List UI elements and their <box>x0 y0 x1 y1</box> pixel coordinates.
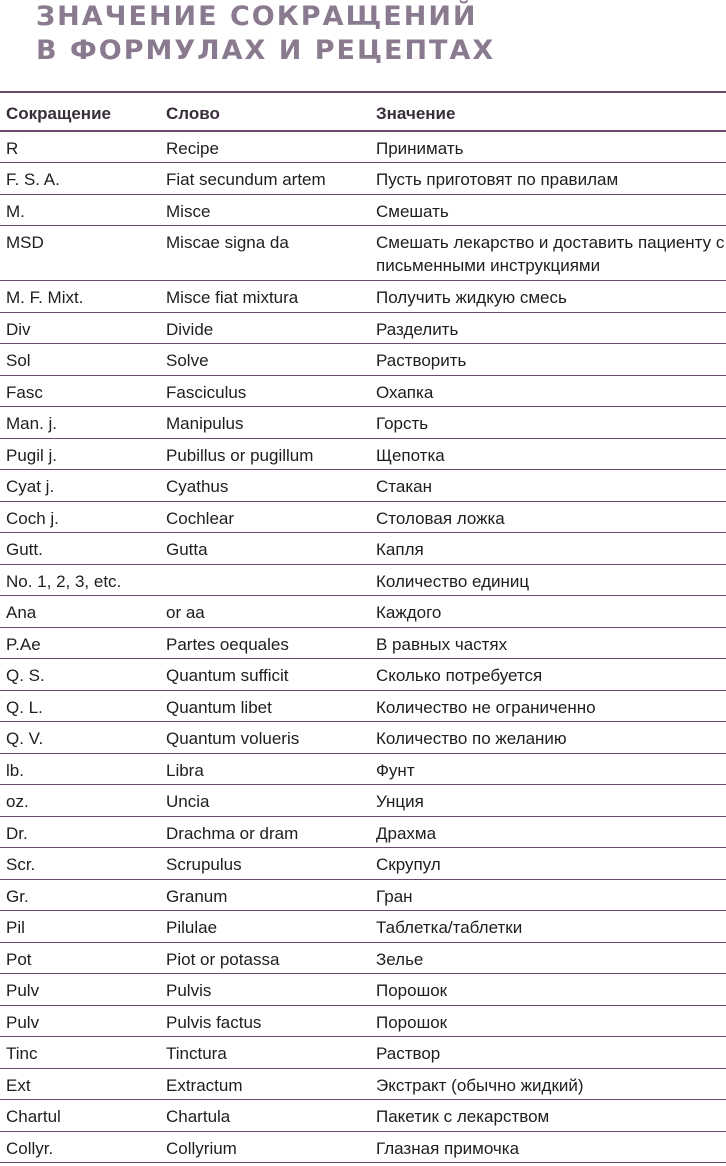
table-row <box>0 312 726 344</box>
cell-abbreviation: Cyat j. <box>6 477 55 496</box>
table-row <box>0 659 726 691</box>
cell-word: Miscae signa da <box>166 233 289 252</box>
cell-abbreviation: No. 1, 2, 3, etc. <box>6 571 122 591</box>
page-title <box>36 0 495 68</box>
cell-abbreviation: Sol <box>6 351 31 370</box>
cell-abbreviation: Div <box>6 319 31 339</box>
column-header-abbreviation: Сокращение <box>6 104 111 123</box>
table-row <box>0 1131 726 1163</box>
cell-word: Misce fiat mixtura <box>166 288 299 307</box>
abbreviations-table <box>0 91 726 1163</box>
cell-word: Misce <box>166 201 211 221</box>
table-row <box>0 1100 726 1132</box>
cell-word: Piot or potassa <box>166 949 280 969</box>
cell-meaning: Унция <box>376 792 424 811</box>
cell-word: Scrupulus <box>166 855 242 874</box>
table-row <box>0 879 726 911</box>
cell-meaning: Стакан <box>376 477 432 496</box>
cell-abbreviation: lb. <box>6 760 24 780</box>
cell-word <box>160 564 370 596</box>
cell-word: Partes oequales <box>166 634 289 654</box>
table-row <box>0 627 726 659</box>
cell-abbreviation: F. S. A. <box>6 170 60 189</box>
cell-abbreviation: Pugil j. <box>6 445 58 465</box>
table-row <box>0 911 726 943</box>
cell-word: Recipe <box>166 139 219 158</box>
page-title-line-2: В ФОРМУЛАХ И РЕЦЕПТАХ <box>36 35 496 66</box>
cell-abbreviation: Gr. <box>6 886 29 906</box>
table-row <box>0 194 726 226</box>
cell-abbreviation: Q. V. <box>6 729 44 748</box>
cell-word: Granum <box>166 886 228 906</box>
cell-abbreviation: Dr. <box>6 823 28 843</box>
table-row <box>0 501 726 533</box>
cell-word: Manipulus <box>166 414 244 433</box>
cell-abbreviation: Gutt. <box>6 540 43 559</box>
cell-abbreviation: Q. S. <box>6 666 45 685</box>
table-row <box>0 226 726 281</box>
cell-meaning: Зелье <box>376 949 424 969</box>
cell-abbreviation: Pulv <box>6 1012 40 1032</box>
table-row <box>0 281 726 313</box>
table-row <box>0 722 726 754</box>
cell-word: Quantum volueris <box>166 729 300 748</box>
cell-abbreviation: M. F. Mixt. <box>6 288 84 307</box>
cell-abbreviation: Chartul <box>6 1107 61 1126</box>
cell-meaning: Капля <box>376 540 424 559</box>
cell-meaning: Фунт <box>376 760 415 780</box>
cell-abbreviation: Ext <box>6 1075 31 1095</box>
cell-meaning: Смешать лекарство и доставить пациенту с письменными инструкциями <box>376 233 725 275</box>
table-row <box>0 564 726 596</box>
cell-abbreviation: Man. j. <box>6 414 58 433</box>
cell-meaning: Экстракт (обычно жидкий) <box>376 1075 584 1095</box>
cell-abbreviation: Pot <box>6 949 32 969</box>
cell-word: Tinctura <box>166 1044 227 1063</box>
cell-word: Collyrium <box>166 1138 237 1158</box>
cell-meaning: Щепотка <box>376 445 445 465</box>
table-row <box>0 753 726 785</box>
cell-abbreviation: Collyr. <box>6 1138 54 1158</box>
cell-word: Cyathus <box>166 477 229 496</box>
table-row <box>0 375 726 407</box>
table-row <box>0 785 726 817</box>
cell-meaning: Драхма <box>376 823 437 843</box>
cell-meaning: Сколько потребуется <box>376 666 543 685</box>
cell-word: Chartula <box>166 1107 231 1126</box>
table-row <box>0 1068 726 1100</box>
page-title-line-1: ЗНАЧЕНИЕ СОКРАЩЕНИЙ <box>36 1 478 32</box>
cell-meaning: Столовая ложка <box>376 508 505 528</box>
cell-word: Divide <box>166 319 214 339</box>
cell-meaning: Каждого <box>376 603 442 622</box>
cell-meaning: Разделить <box>376 319 459 339</box>
cell-meaning: Растворить <box>376 351 467 370</box>
table-row <box>0 533 726 565</box>
table-header-row <box>0 92 726 131</box>
cell-word: Solve <box>166 351 209 370</box>
cell-abbreviation: Q. L. <box>6 697 43 717</box>
table-row <box>0 163 726 195</box>
cell-word: or aa <box>166 603 205 622</box>
cell-meaning: Количество не ограниченно <box>376 697 596 717</box>
cell-word: Pulvis <box>166 981 212 1000</box>
cell-word: Quantum libet <box>166 697 272 717</box>
cell-word: Drachma or dram <box>166 823 299 843</box>
cell-abbreviation: Tinc <box>6 1044 38 1063</box>
cell-abbreviation: P.Ae <box>6 634 41 654</box>
cell-word: Gutta <box>166 540 208 559</box>
cell-meaning: Таблетка/таблетки <box>376 918 523 937</box>
table-row <box>0 596 726 628</box>
cell-abbreviation: Fasc <box>6 382 43 402</box>
cell-abbreviation: Pil <box>6 918 25 937</box>
cell-meaning: Скрупул <box>376 855 441 874</box>
cell-meaning: Гран <box>376 886 413 906</box>
cell-word: Cochlear <box>166 508 235 528</box>
table-row <box>0 438 726 470</box>
cell-meaning: Принимать <box>376 139 464 158</box>
table-row <box>0 1005 726 1037</box>
cell-meaning: Горсть <box>376 414 429 433</box>
cell-word: Fiat secundum artem <box>166 170 326 189</box>
cell-word: Uncia <box>166 792 210 811</box>
cell-abbreviation: Coch j. <box>6 508 59 528</box>
cell-abbreviation: Pulv <box>6 981 40 1000</box>
cell-word: Fasciculus <box>166 382 247 402</box>
column-header-meaning: Значение <box>376 104 456 123</box>
table-row <box>0 344 726 376</box>
cell-meaning: Получить жидкую смесь <box>376 288 567 307</box>
table-row <box>0 470 726 502</box>
table-row <box>0 131 726 163</box>
cell-word: Libra <box>166 760 204 780</box>
cell-abbreviation: oz. <box>6 792 29 811</box>
table-row <box>0 942 726 974</box>
table-row <box>0 690 726 722</box>
cell-meaning: Пусть приготовят по правилам <box>376 170 619 189</box>
cell-word: Extractum <box>166 1075 243 1095</box>
table-row <box>0 816 726 848</box>
cell-meaning: В равных частях <box>376 634 508 654</box>
cell-meaning: Порошок <box>376 981 448 1000</box>
cell-word: Pilulae <box>166 918 218 937</box>
table-row <box>0 974 726 1006</box>
table-row <box>0 848 726 880</box>
table-row <box>0 407 726 439</box>
cell-meaning: Количество по желанию <box>376 729 567 748</box>
cell-meaning: Глазная примочка <box>376 1138 520 1158</box>
cell-meaning: Охапка <box>376 382 434 402</box>
cell-abbreviation: Scr. <box>6 855 36 874</box>
cell-meaning: Порошок <box>376 1012 448 1032</box>
cell-word: Pulvis factus <box>166 1012 262 1032</box>
cell-meaning: Раствор <box>376 1044 441 1063</box>
cell-meaning: Смешать <box>376 201 449 221</box>
cell-abbreviation: M. <box>6 201 25 221</box>
cell-abbreviation: R <box>6 139 19 158</box>
cell-word: Quantum sufficit <box>166 666 289 685</box>
cell-abbreviation: Ana <box>6 603 37 622</box>
table-row <box>0 1037 726 1069</box>
cell-meaning: Количество единиц <box>376 571 530 591</box>
cell-word: Pubillus or pugillum <box>166 445 314 465</box>
cell-meaning: Пакетик с лекарством <box>376 1107 550 1126</box>
column-header-word: Слово <box>166 104 220 123</box>
cell-abbreviation: MSD <box>6 233 44 252</box>
